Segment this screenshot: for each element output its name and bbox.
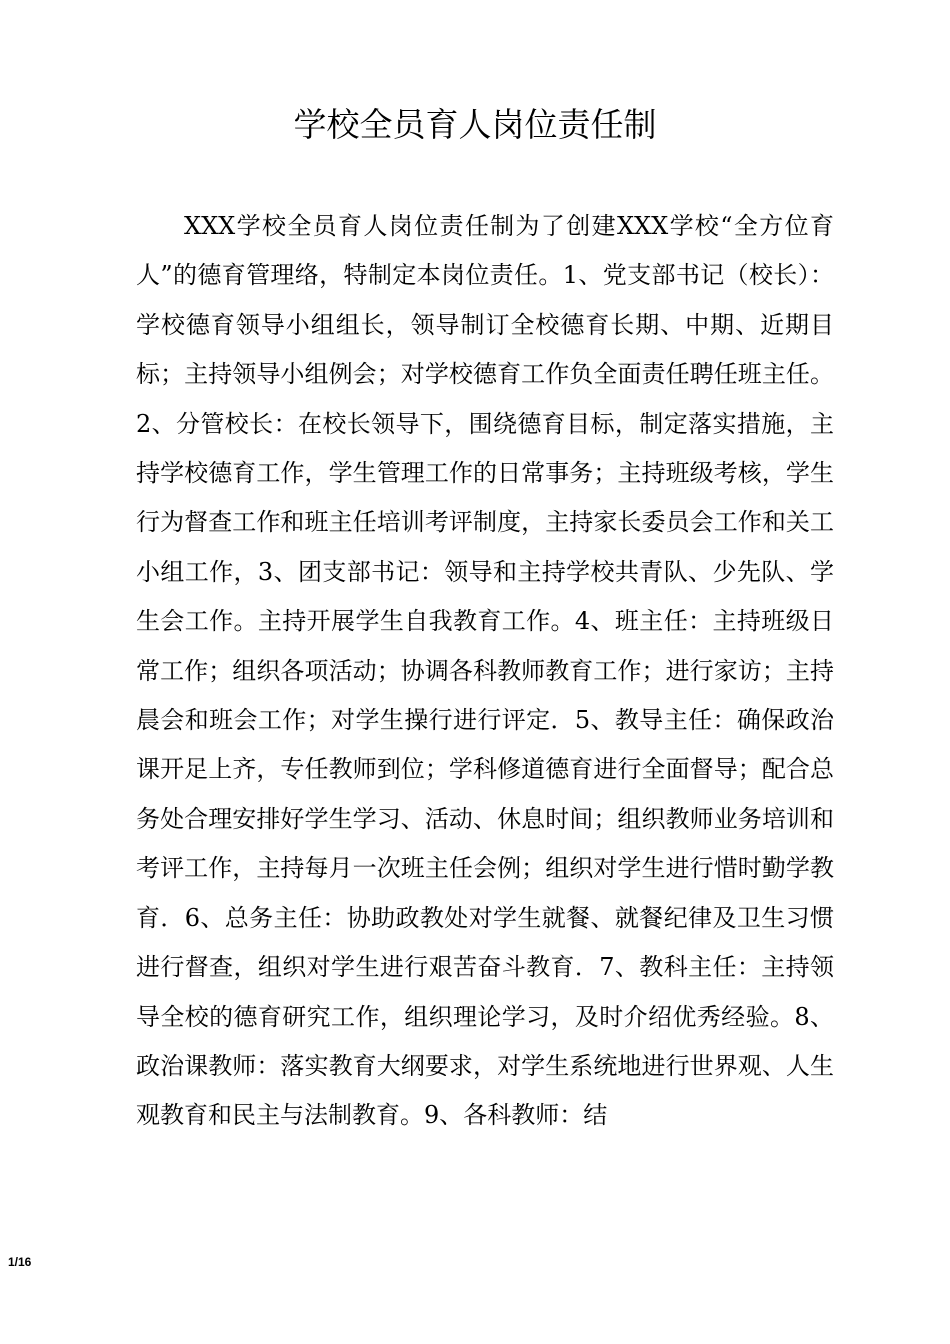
document-body-paragraph: XXX学校全员育人岗位责任制为了创建XXX学校“全方位育人”的德育管理络，特制定本岗位责任。1、党支部书记（校长）：学校德育领导小组组长，领导制订全校德育长期、中期、近期目标；主持领导小组例会；对学校德育工作负全面责任聘任班主任。2、分管校长：在校长领导下，围绕德育目标，制定落实措施，主持学校德育工作，学生管理工作的日常事务；主持班级考核，学生行为督查工作和班主任培训考评制度，主持家长委员会工作和关工小组工作，3、团支部书记：领导和主持学校共青队、少先队、学生会工作。主持开展学生自我教育工作。4、班主任：主持班级日常工作；组织各项活动；协调各科教师教育工作；进行家访；主持晨会和班会工作；对学生操行进行评定．5、教导主任：确保政治课开足上齐，专任教师到位；学科修道德育进行全面督导；配合总务处合理安排好学生学习、活动、休息时间；组织教师业务培训和考评工作，主持每月一次班主任会例；组织对学生进行惜时勤学教育．6、总务主任：协助政教处对学生就餐、就餐纪律及卫生习惯进行督查，组织对学生进行艰苦奋斗教育．7、教科主任：主持领导全校的德育研究工作，组织理论学习，及时介绍优秀经验。8、政治课教师：落实教育大纲要求，对学生系统地进行世界观、人生观教育和民主与法制教育。9、各科教师：结 xyxy=(136,212,834,1130)
document-title: 学校全员育人岗位责任制 xyxy=(293,105,657,144)
page-number: 1/16 xyxy=(8,1255,32,1269)
